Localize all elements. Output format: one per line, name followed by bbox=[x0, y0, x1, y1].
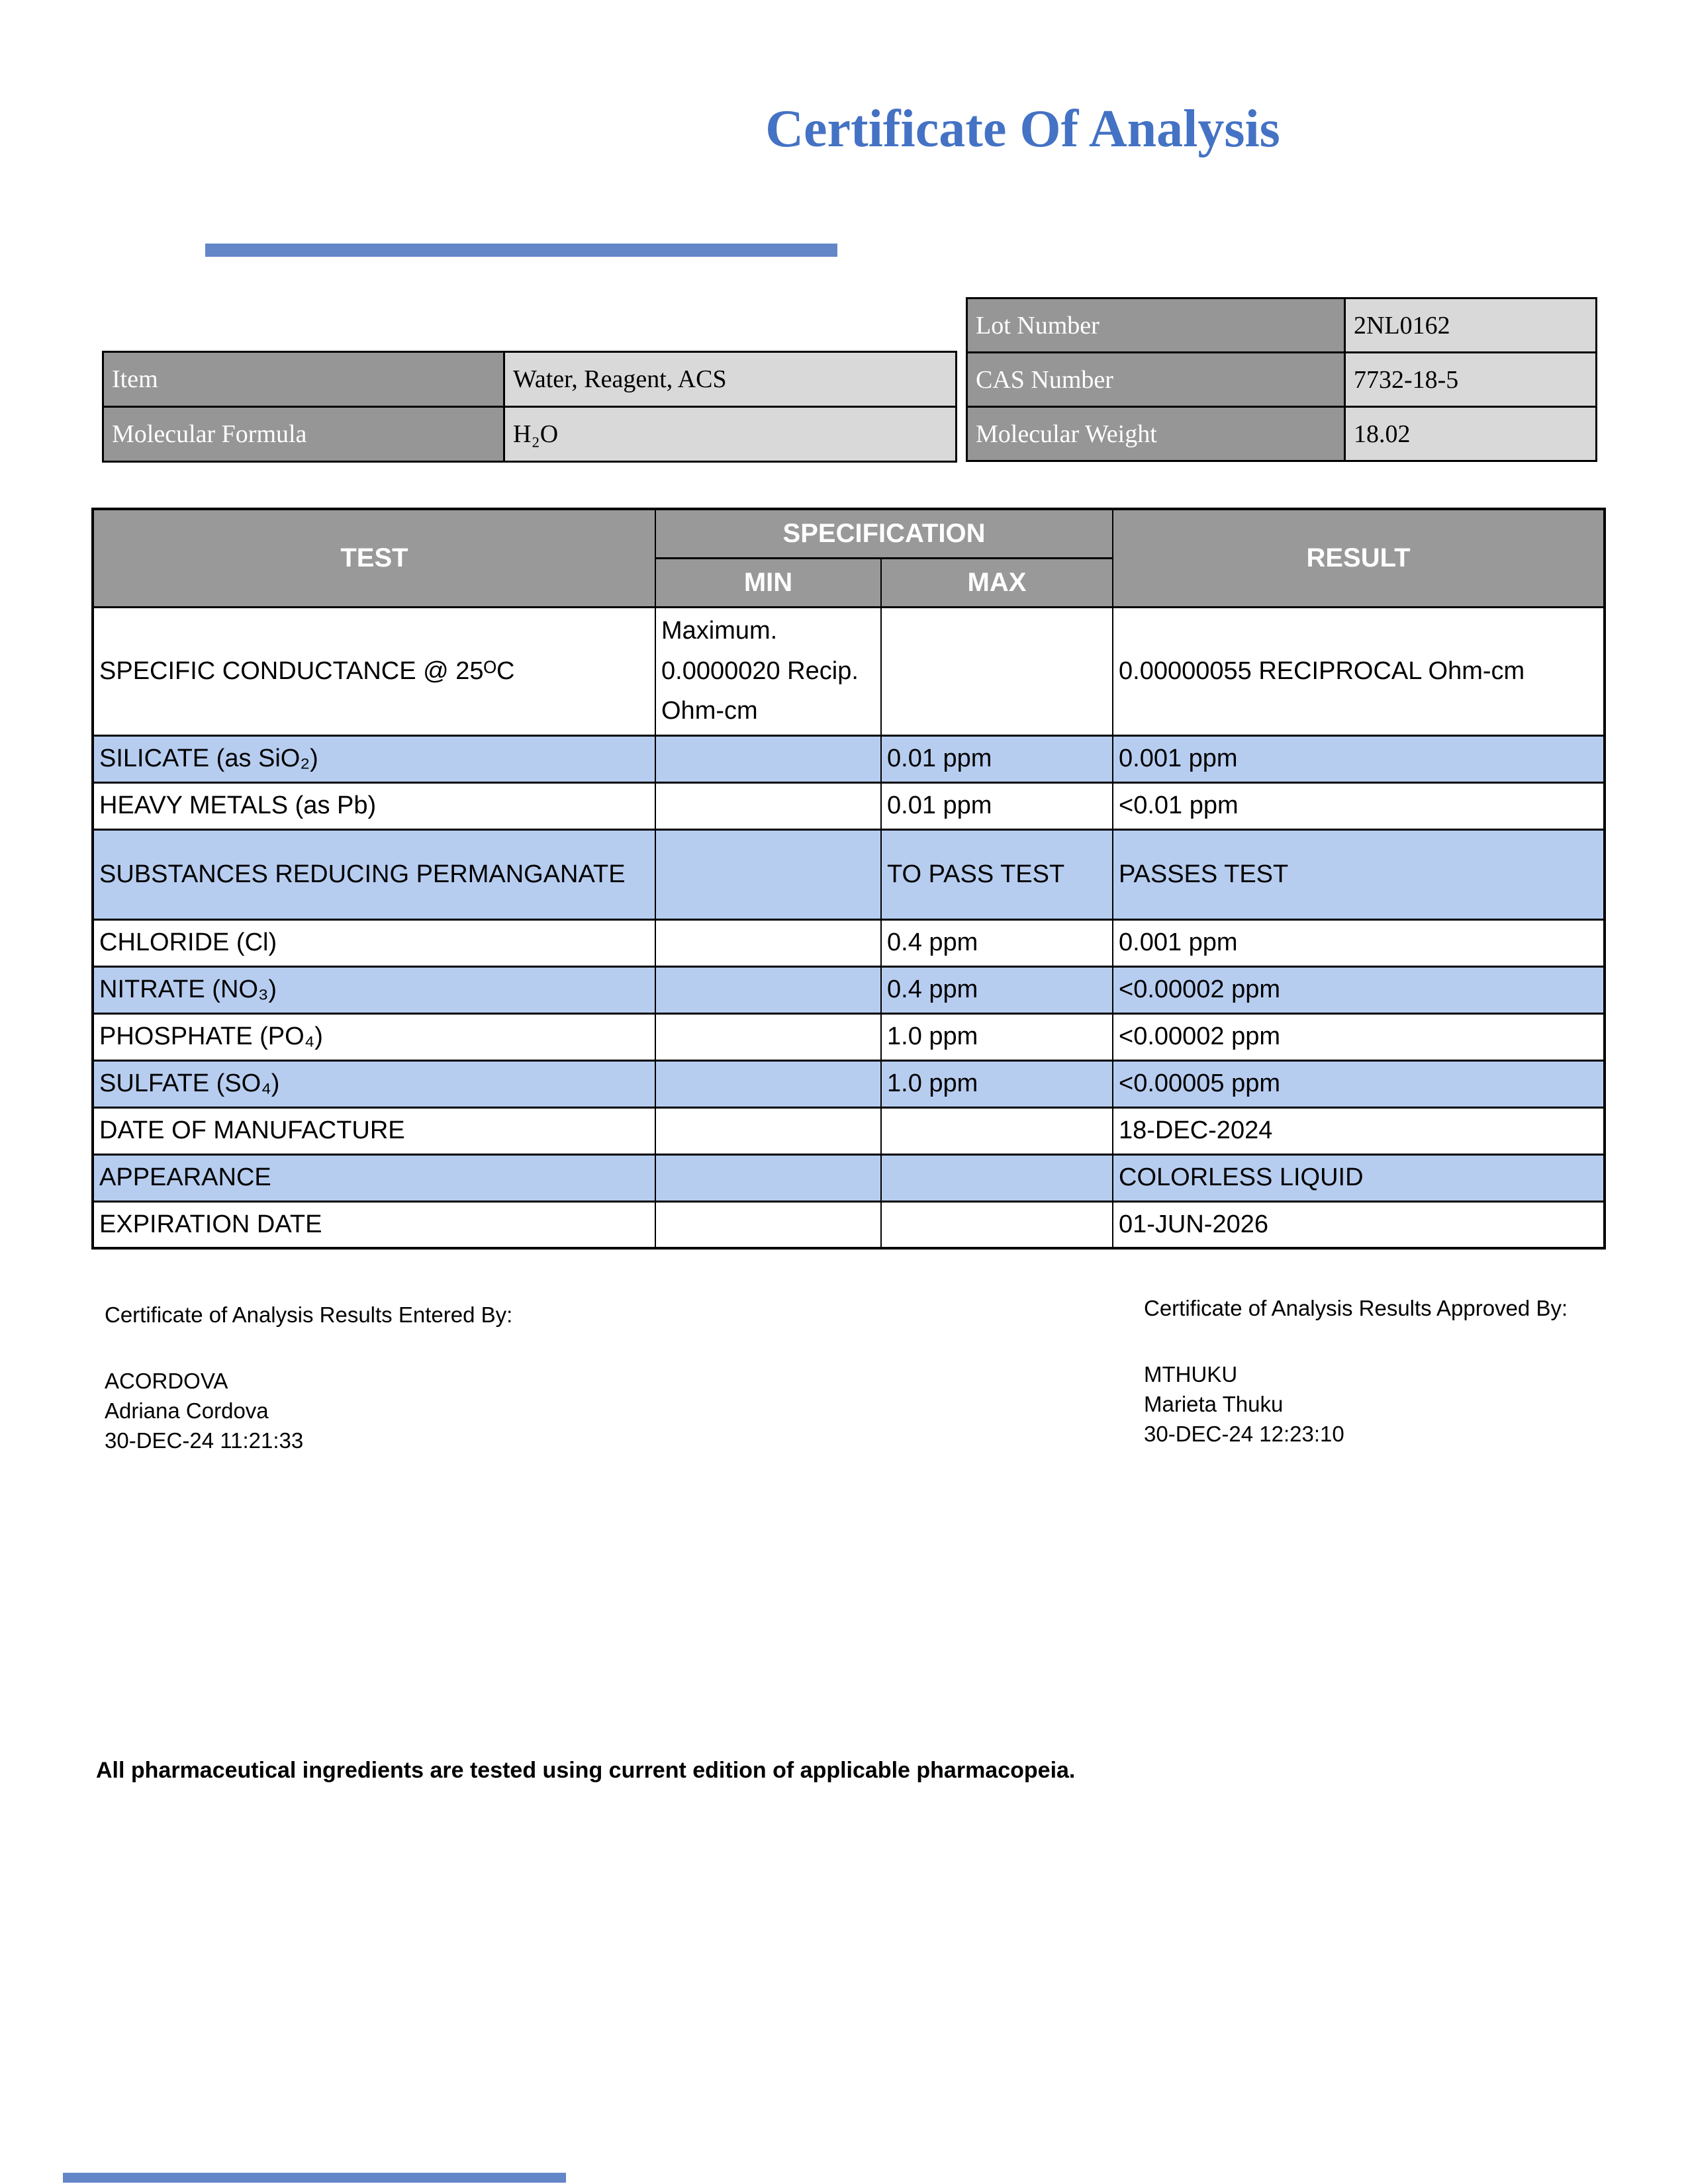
lot-number-value: 2NL0162 bbox=[1345, 298, 1597, 353]
product-info-table-left bbox=[102, 351, 957, 463]
test-cell: SULFATE (SO₄) bbox=[93, 1060, 655, 1107]
spec-min-cell: Maximum. 0.0000020 Recip. Ohm-cm bbox=[655, 607, 881, 735]
result-cell: 18-DEC-2024 bbox=[1113, 1107, 1605, 1154]
spec-min-cell bbox=[655, 1013, 881, 1060]
result-cell: PASSES TEST bbox=[1113, 829, 1605, 919]
entered-by-heading: Certificate of Analysis Results Entered By: bbox=[105, 1302, 513, 1327]
entered-by-name: Adriana Cordova bbox=[105, 1398, 269, 1423]
item-value: Water, Reagent, ACS bbox=[504, 352, 957, 407]
results-row bbox=[93, 1154, 1605, 1201]
results-row bbox=[93, 1060, 1605, 1107]
molecular-weight-label: Molecular Weight bbox=[967, 407, 1345, 461]
results-row bbox=[93, 829, 1605, 919]
column-header-specification: SPECIFICATION bbox=[655, 509, 1113, 558]
spec-min-cell bbox=[655, 782, 881, 829]
title-divider-bar bbox=[205, 244, 837, 257]
molecular-formula-value: H₂O bbox=[504, 407, 957, 462]
test-cell: DATE OF MANUFACTURE bbox=[93, 1107, 655, 1154]
spec-max-cell: 1.0 ppm bbox=[881, 1060, 1113, 1107]
spec-min-cell bbox=[655, 1201, 881, 1248]
approved-by-timestamp: 30-DEC-24 12:23:10 bbox=[1144, 1422, 1344, 1446]
molecular-formula-label: Molecular Formula bbox=[103, 407, 504, 462]
molecular-weight-value: 18.02 bbox=[1345, 407, 1597, 461]
result-cell: 0.001 ppm bbox=[1113, 919, 1605, 966]
test-cell: EXPIRATION DATE bbox=[93, 1201, 655, 1248]
result-cell: <0.00005 ppm bbox=[1113, 1060, 1605, 1107]
results-row bbox=[93, 1013, 1605, 1060]
test-cell: SUBSTANCES REDUCING PERMANGANATE bbox=[93, 829, 655, 919]
results-row bbox=[93, 782, 1605, 829]
test-cell: PHOSPHATE (PO₄) bbox=[93, 1013, 655, 1060]
spec-min-cell bbox=[655, 1107, 881, 1154]
test-cell: SILICATE (as SiO₂) bbox=[93, 735, 655, 782]
column-header-max: MAX bbox=[881, 558, 1113, 607]
result-cell: <0.01 ppm bbox=[1113, 782, 1605, 829]
test-cell: APPEARANCE bbox=[93, 1154, 655, 1201]
spec-max-cell: TO PASS TEST bbox=[881, 829, 1113, 919]
column-header-min: MIN bbox=[655, 558, 881, 607]
cas-number-value: 7732-18-5 bbox=[1345, 353, 1597, 407]
result-cell: <0.00002 ppm bbox=[1113, 966, 1605, 1013]
info-row bbox=[103, 407, 957, 462]
results-row bbox=[93, 966, 1605, 1013]
spec-min-cell bbox=[655, 919, 881, 966]
spec-max-cell bbox=[881, 1201, 1113, 1248]
test-cell: SPECIFIC CONDUCTANCE @ 25ᴼC bbox=[93, 607, 655, 735]
column-header-result: RESULT bbox=[1113, 509, 1605, 607]
spec-max-cell: 0.01 ppm bbox=[881, 782, 1113, 829]
test-cell: NITRATE (NO₃) bbox=[93, 966, 655, 1013]
approved-by-block bbox=[1144, 1296, 1568, 1449]
entered-by-user-id: ACORDOVA bbox=[105, 1369, 228, 1393]
spec-min-cell bbox=[655, 1060, 881, 1107]
spec-min-cell bbox=[655, 735, 881, 782]
info-row bbox=[103, 352, 957, 407]
spec-max-cell bbox=[881, 1107, 1113, 1154]
info-row bbox=[967, 353, 1597, 407]
results-row bbox=[93, 735, 1605, 782]
result-cell: <0.00002 ppm bbox=[1113, 1013, 1605, 1060]
footer-note: All pharmaceutical ingredients are tested using current edition of applicable pharmacopeia. bbox=[96, 1758, 1076, 1783]
approved-by-name: Marieta Thuku bbox=[1144, 1392, 1284, 1416]
info-row bbox=[967, 407, 1597, 461]
spec-min-cell bbox=[655, 966, 881, 1013]
spec-max-cell: 0.4 ppm bbox=[881, 919, 1113, 966]
spec-min-cell bbox=[655, 829, 881, 919]
result-cell: COLORLESS LIQUID bbox=[1113, 1154, 1605, 1201]
cas-number-label: CAS Number bbox=[967, 353, 1345, 407]
page-title: Certificate Of Analysis bbox=[765, 100, 1280, 158]
lot-number-label: Lot Number bbox=[967, 298, 1345, 353]
spec-max-cell: 0.4 ppm bbox=[881, 966, 1113, 1013]
result-cell: 0.001 ppm bbox=[1113, 735, 1605, 782]
product-info-table-right bbox=[966, 297, 1597, 462]
spec-min-cell bbox=[655, 1154, 881, 1201]
test-cell: CHLORIDE (Cl) bbox=[93, 919, 655, 966]
test-cell: HEAVY METALS (as Pb) bbox=[93, 782, 655, 829]
results-table-body bbox=[93, 607, 1605, 1248]
approved-by-user-id: MTHUKU bbox=[1144, 1362, 1238, 1387]
results-row bbox=[93, 919, 1605, 966]
result-cell: 0.00000055 RECIPROCAL Ohm-cm bbox=[1113, 607, 1605, 735]
entered-by-block bbox=[105, 1302, 512, 1455]
spec-max-cell: 0.01 ppm bbox=[881, 735, 1113, 782]
spec-max-cell bbox=[881, 607, 1113, 735]
approved-by-heading: Certificate of Analysis Results Approved By: bbox=[1144, 1296, 1568, 1320]
info-row bbox=[967, 298, 1597, 353]
result-cell: 01-JUN-2026 bbox=[1113, 1201, 1605, 1248]
column-header-test: TEST bbox=[93, 509, 655, 607]
results-row bbox=[93, 1107, 1605, 1154]
bottom-divider-bar bbox=[63, 2173, 566, 2183]
spec-max-cell: 1.0 ppm bbox=[881, 1013, 1113, 1060]
entered-by-timestamp: 30-DEC-24 11:21:33 bbox=[105, 1428, 304, 1453]
results-row bbox=[93, 607, 1605, 735]
results-table-header bbox=[93, 509, 1605, 607]
spec-max-cell bbox=[881, 1154, 1113, 1201]
results-table bbox=[91, 508, 1606, 1250]
results-row bbox=[93, 1201, 1605, 1248]
item-label: Item bbox=[103, 352, 504, 407]
